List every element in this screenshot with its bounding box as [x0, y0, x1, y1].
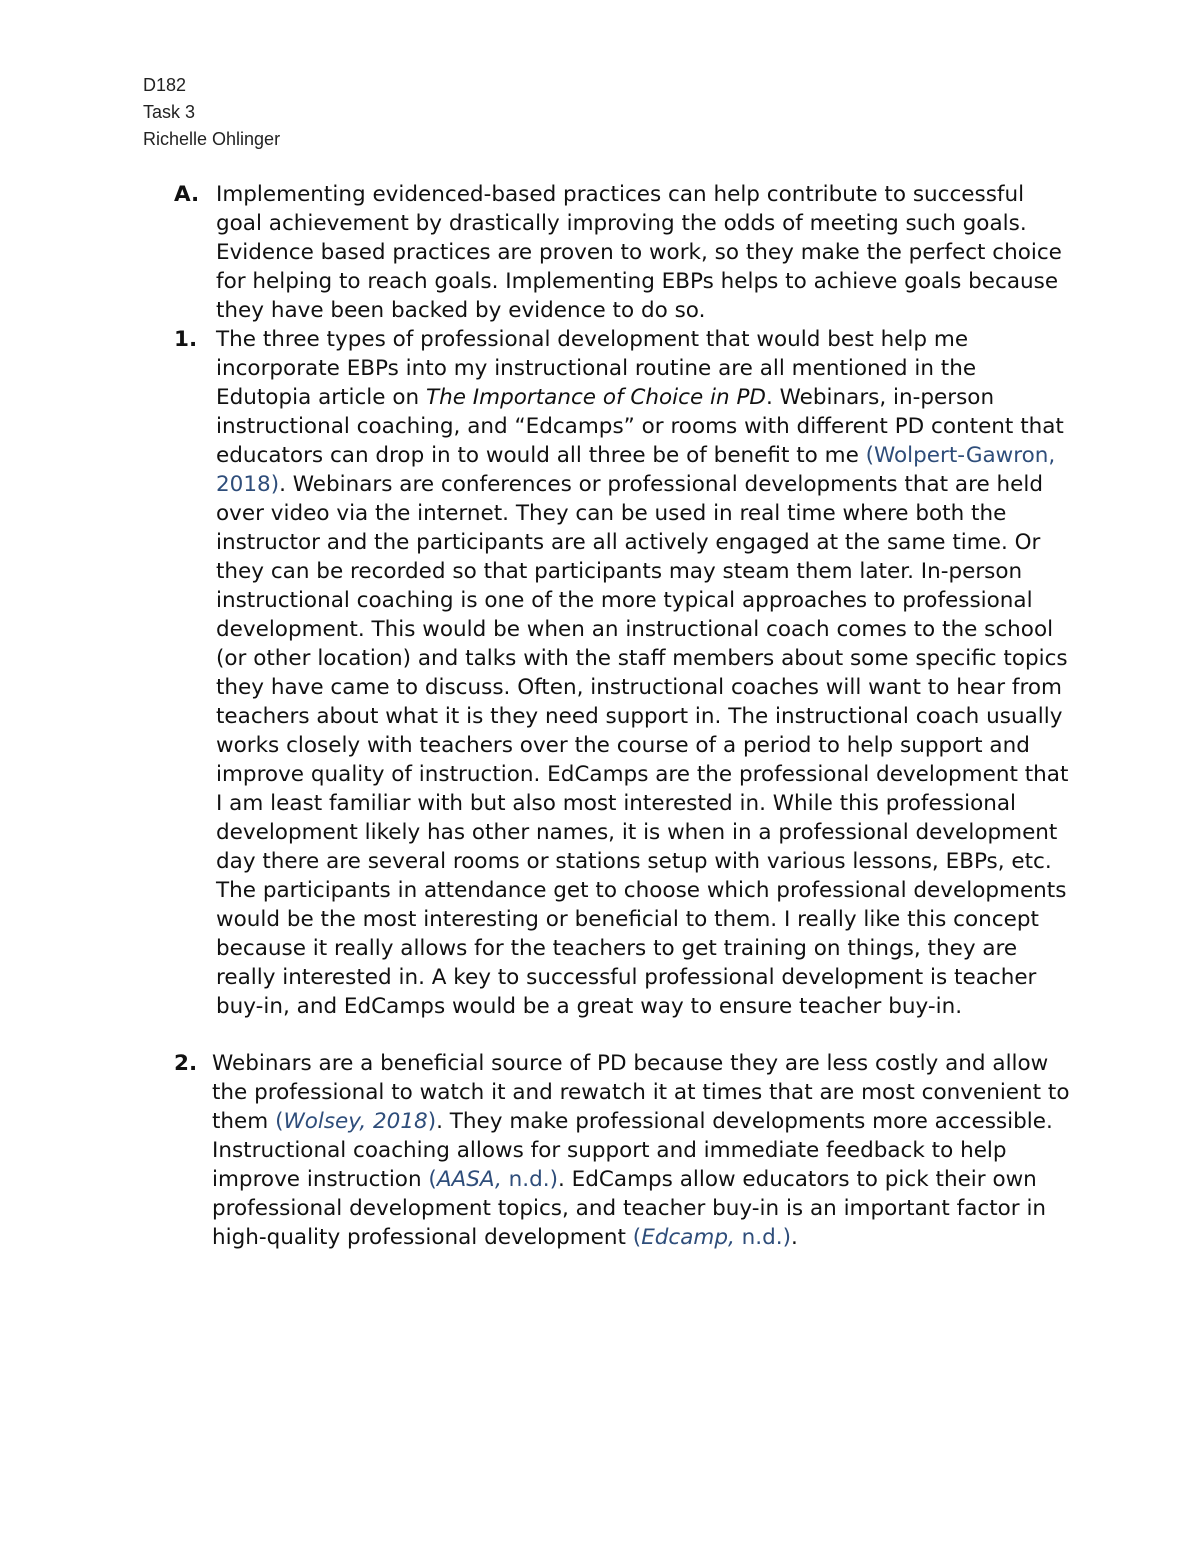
citation-aasa-date: n.d.) — [501, 1167, 558, 1192]
citation-wolpert-gawron: (Wolpert-Gawron, 2018) — [216, 443, 1056, 497]
citation-wolsey: Wolsey, 2018 — [283, 1109, 428, 1134]
item-1-text-1: The three types of professional development that would best help me incorporate EBPs into my instructional routine are all mentioned in the Edutopia article on — [216, 327, 977, 410]
citation-aasa: AASA, — [436, 1167, 502, 1192]
citation-edcamp-date: n.d.) — [734, 1225, 792, 1250]
item-1-paragraph — [216, 325, 1074, 1021]
list-marker-a: A. — [174, 182, 200, 207]
article-title: The Importance of Choice in PD — [425, 385, 766, 410]
item-1-text-3: . Webinars are conferences or professional developments that are held over video via the internet. They can be used in real time where both the instructor and the participants are all actively engaged at the same time. Or they can be recorded so that participants may steam them later. In-person instructional coaching is one of the more typical approaches to professional development. This would be when an instructional coach comes to the school (or other location) and talks with the staff members about some specific topics they have came to discuss. Often, instructional coaches will want to hear from teachers about what it is they need support in. The instructional coach usually works closely with teachers over the course of a period to help support and improve quality of instruction. EdCamps are the professional development that I am least familiar with but also most interested in. While this professional development likely has other names, it is when in a professional development day there are several rooms or stations setup with various lessons, EBPs, etc. The participants in attendance get to choose which professional developments would be the most interesting or beneficial to them. I really like this concept because it really allows for the teachers to get training on things, they are really interested in. A key to successful professional development is teacher buy-in, and EdCamps would be a great way to ensure teacher buy-in. — [216, 472, 1069, 1019]
citation-wolsey-close: ) — [427, 1109, 437, 1134]
task-label: Task 3 — [143, 102, 196, 122]
item-a-text: Implementing evidenced-based practices can help contribute to successful goal achievement by drastically improving the odds of meeting such goals. Evidence based practices are proven to work, so they make the perfect choice for helping to reach goals. Implementing EBPs helps to achieve goals because they have been backed by evidence to do so. — [216, 182, 1062, 323]
item-1-text-2: . Webinars, in-person instructional coaching, and “Edcamps” or rooms with different PD content that educators can drop in to would all three be of benefit to me — [216, 385, 1064, 468]
citation-aasa-open: ( — [428, 1167, 437, 1192]
citation-wolsey-open: ( — [275, 1109, 284, 1134]
item-2-text-3: . EdCamps allow educators to pick their own professional development topics, and teacher buy-in is an important factor in high-quality professional development — [212, 1167, 1047, 1250]
course-code: D182 — [143, 75, 187, 95]
item-2-text-4: . — [791, 1225, 798, 1250]
list-marker-1: 1. — [174, 327, 198, 352]
citation-edcamp: Edcamp, — [641, 1225, 735, 1250]
answer-list — [174, 180, 1074, 1252]
list-marker-2: 2. — [174, 1051, 198, 1076]
author-name: Richelle Ohlinger — [143, 129, 281, 149]
item-2-text-1: Webinars are a beneficial source of PD because they are less costly and allow the professional to watch it and rewatch it at times that are most convenient to them — [212, 1051, 1070, 1134]
list-item-1 — [174, 325, 1074, 1021]
document-header — [143, 72, 280, 153]
item-2-text-2: . They make professional developments more accessible. Instructional coaching allows for support and immediate feedback to help improve instruction — [212, 1109, 1053, 1192]
list-item-2 — [174, 1049, 1074, 1252]
item-2-paragraph — [212, 1049, 1074, 1252]
list-item-a — [174, 180, 1074, 325]
citation-edcamp-open: ( — [632, 1225, 642, 1250]
